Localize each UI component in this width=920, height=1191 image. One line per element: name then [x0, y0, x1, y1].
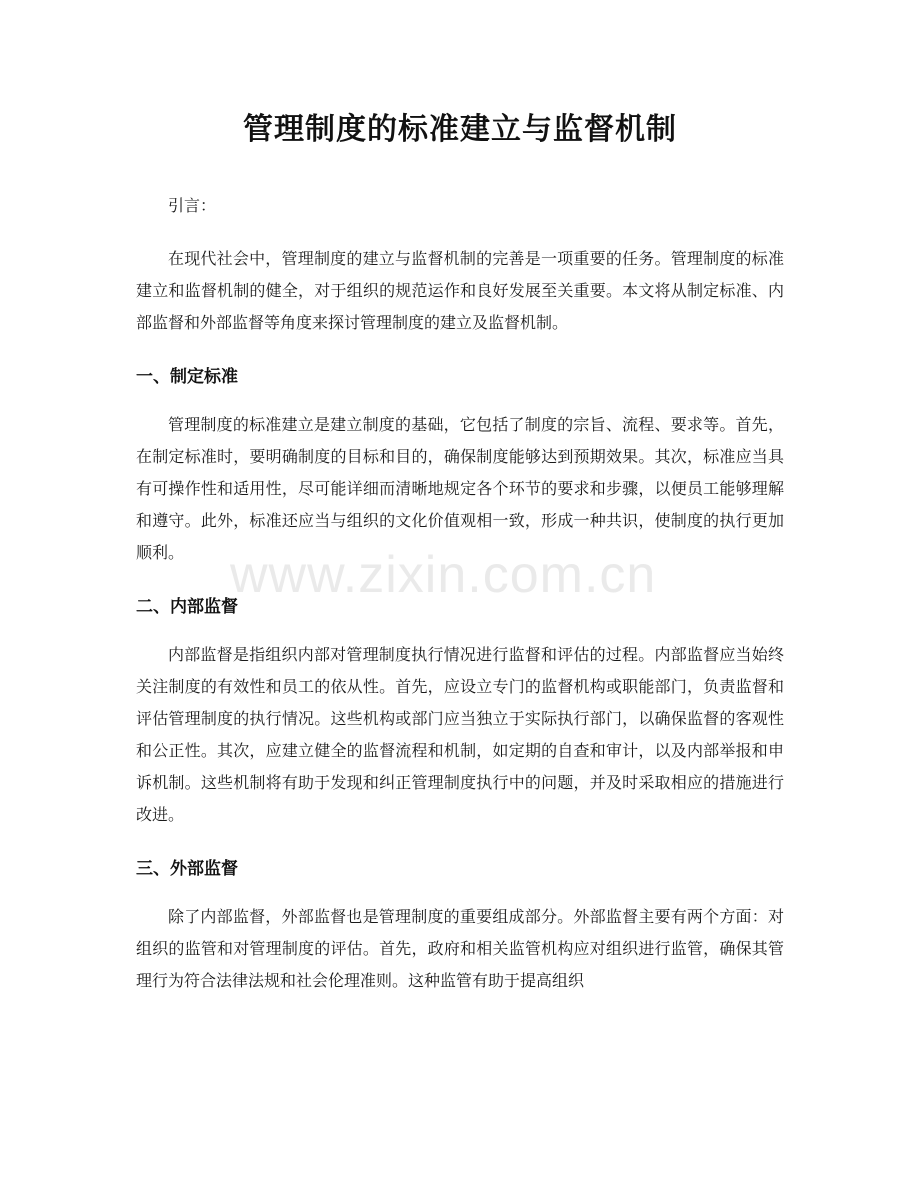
- section-paragraph-external-supervision: 除了内部监督，外部监督也是管理制度的重要组成部分。外部监督主要有两个方面：对组织的监管和对管理制度的评估。首先，政府和相关监管机构应对组织进行监管，确保其管理行为符合法律法规和社会伦理准则。这种监管有助于提高组织: [136, 907, 784, 990]
- section-heading-internal-supervision: 二、内部监督: [136, 597, 238, 617]
- intro-paragraph: 在现代社会中，管理制度的建立与监督机制的完善是一项重要的任务。管理制度的标准建立和监督机制的健全，对于组织的规范运作和良好发展至关重要。本文将从制定标准、内部监督和外部监督等角度来探讨管理制度的建立及监督机制。: [136, 249, 784, 332]
- intro-label: 引言：: [168, 196, 217, 215]
- section-paragraph-standards: 管理制度的标准建立是建立制度的基础，它包括了制度的宗旨、流程、要求等。首先，在制定标准时，要明确制度的目标和目的，确保制度能够达到预期效果。其次，标准应当具有可操作性和适用性，尽可能详细而清晰地规定各个环节的要求和步骤，以便员工能够理解和遵守。此外，标准还应当与组织的文化价值观相一致，形成一种共识，使制度的执行更加顺利。: [136, 415, 784, 562]
- watermark: www.zixin.com.cn: [230, 546, 657, 604]
- page-title: 管理制度的标准建立与监督机制: [243, 112, 677, 147]
- section-paragraph-internal-supervision: 内部监督是指组织内部对管理制度执行情况进行监督和评估的过程。内部监督应当始终关注制度的有效性和员工的依从性。首先，应设立专门的监督机构或职能部门，负责监督和评估管理制度的执行情况。这些机构或部门应当独立于实际执行部门，以确保监督的客观性和公正性。其次，应建立健全的监督流程和机制，如定期的自查和审计，以及内部举报和申诉机制。这些机制将有助于发现和纠正管理制度执行中的问题，并及时采取相应的措施进行改进。: [136, 645, 784, 824]
- section-heading-standards: 一、制定标准: [136, 367, 238, 387]
- section-heading-external-supervision: 三、外部监督: [136, 859, 238, 879]
